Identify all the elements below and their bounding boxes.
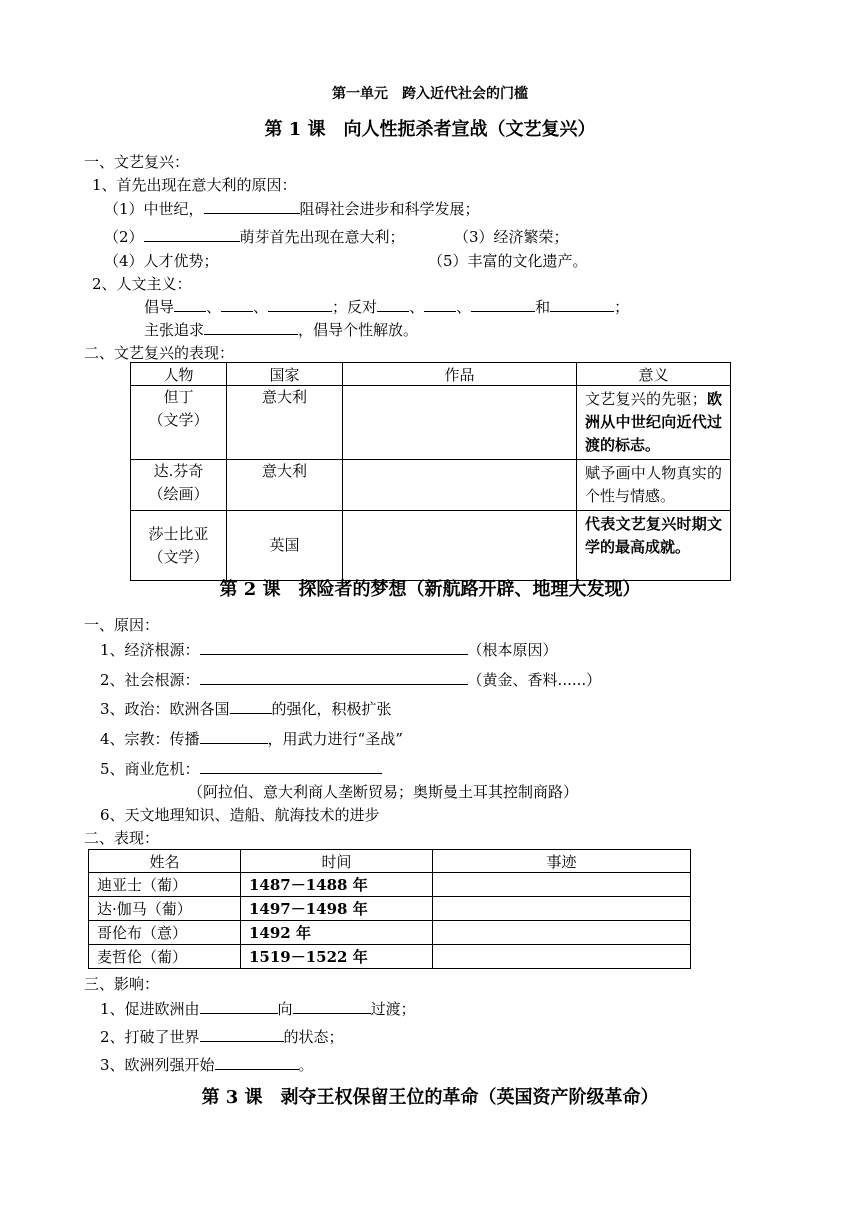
reason1-blank[interactable] xyxy=(204,199,300,214)
person-field: （文学） xyxy=(148,547,209,566)
lesson1-reason5: （5）丰富的文化遗产。 xyxy=(428,252,588,270)
cause-commercial-blank[interactable] xyxy=(200,759,382,774)
reason1-text-a: （1）中世纪， xyxy=(104,200,204,218)
pursue-label: 主张追求 xyxy=(144,321,205,339)
person-name: 莎士比亚 xyxy=(148,524,209,543)
advocate-blank-2[interactable] xyxy=(221,297,253,312)
col-header-meaning: 意义 xyxy=(577,363,731,386)
deed-cell[interactable] xyxy=(433,921,691,945)
impact-2 xyxy=(100,1027,344,1047)
cause-religious-label: 4、宗教：传播 xyxy=(100,730,200,748)
deed-cell[interactable] xyxy=(433,873,691,897)
cause-commercial-label: 5、商业危机： xyxy=(100,760,200,778)
explorer-name: 哥伦布（意） xyxy=(89,921,241,945)
explorer-name: 迪亚士（葡） xyxy=(89,873,241,897)
person-field: （文学） xyxy=(148,411,209,429)
meaning-cell xyxy=(577,511,731,581)
meaning-text-bold: 欧洲从中世纪向近代过渡的标志。 xyxy=(585,390,722,454)
table-row xyxy=(131,460,731,511)
oppose-blank-4[interactable] xyxy=(550,297,614,312)
col-header-person: 人物 xyxy=(131,363,227,386)
lesson1-reason1 xyxy=(104,199,480,219)
cause-social-label: 2、社会根源： xyxy=(100,671,200,689)
col-header-country: 国家 xyxy=(227,363,343,386)
impact-1 xyxy=(100,999,416,1019)
pursue-text: ，倡导个性解放。 xyxy=(298,321,419,339)
col-header-name: 姓名 xyxy=(89,850,241,873)
cause-commercial-note: （阿拉伯、意大利商人垄断贸易；奥斯曼土耳其控制商路） xyxy=(188,783,579,801)
impact-1-text-a: 1、促进欧洲由 xyxy=(100,1000,200,1018)
lesson2-section2-heading: 二、表现： xyxy=(84,829,160,847)
meaning-text-bold: 代表文艺复兴时期文学的最高成就。 xyxy=(585,515,722,556)
cause-economic-label: 1、经济根源： xyxy=(100,641,200,659)
advocate-label: 倡导 xyxy=(144,298,175,316)
impact-3 xyxy=(100,1055,314,1075)
lesson1-question2: 2、人文主义： xyxy=(92,275,192,293)
meaning-cell xyxy=(577,386,731,460)
impact-3-text-a: 3、欧洲列强开始 xyxy=(100,1056,215,1074)
renaissance-table xyxy=(130,362,731,581)
cause-social-note: （黄金、香料......） xyxy=(467,671,602,689)
table-header-row xyxy=(131,363,731,386)
lesson1-reason3: （3）经济繁荣； xyxy=(454,228,569,246)
impact-3-text-b: 。 xyxy=(298,1056,314,1074)
cause-religious-text: ，用武力进行“圣战” xyxy=(267,730,403,748)
impact-2-text-b: 的状态； xyxy=(283,1028,344,1046)
table-row xyxy=(89,945,691,969)
explorer-name: 达·伽马（葡） xyxy=(89,897,241,921)
cause-religious-blank[interactable] xyxy=(200,729,268,744)
lesson2-section1-heading: 一、原因： xyxy=(84,616,160,634)
col-header-time: 时间 xyxy=(241,850,433,873)
dun-sep: 、 xyxy=(206,298,222,316)
and-label: 和 xyxy=(535,298,551,316)
humanism-line1 xyxy=(144,297,629,317)
cause-economic xyxy=(100,640,558,660)
cause-technology: 6、天文地理知识、造船、航海技术的进步 xyxy=(100,806,380,824)
dun-sep: 、 xyxy=(409,298,425,316)
person-field: （绘画） xyxy=(148,485,209,503)
reason2-text-a: （2） xyxy=(104,228,144,246)
cause-economic-note: （根本原因） xyxy=(467,641,558,659)
advocate-blank-3[interactable] xyxy=(268,297,332,312)
lesson3-title: 第 3 课 剥夺王权保留王位的革命（英国资产阶级革命） xyxy=(201,1087,659,1108)
cause-political-text: 的强化，积极扩张 xyxy=(271,700,392,718)
cause-religious xyxy=(100,729,403,749)
deed-cell[interactable] xyxy=(433,945,691,969)
reason2-text-b: 萌芽首先出现在意大利； xyxy=(239,228,405,246)
pursue-blank[interactable] xyxy=(204,320,298,335)
lesson2-title: 第 2 课 探险者的梦想（新航路开辟、地理大发现） xyxy=(219,579,641,600)
voyage-time: 1519－1522 年 xyxy=(241,945,433,969)
table-row xyxy=(89,921,691,945)
meaning-text: 文艺复兴的先驱； xyxy=(585,390,707,408)
lesson1-title: 第 1 课 向人性扼杀者宣战（文艺复兴） xyxy=(264,119,596,140)
oppose-blank-1[interactable] xyxy=(377,297,409,312)
lesson1-question1: 1、首先出现在意大利的原因： xyxy=(92,176,297,194)
person-name: 达.芬奇 xyxy=(153,462,204,480)
cause-economic-blank[interactable] xyxy=(200,640,468,655)
cause-political-blank[interactable] xyxy=(230,699,272,714)
reason2-blank[interactable] xyxy=(144,227,240,242)
cause-political-label: 3、政治：欧洲各国 xyxy=(100,700,230,718)
impact-2-blank[interactable] xyxy=(200,1027,284,1042)
table-row xyxy=(131,386,731,460)
col-header-work: 作品 xyxy=(343,363,577,386)
table-row xyxy=(131,511,731,581)
unit-title: 第一单元 跨入近代社会的门槛 xyxy=(332,86,528,102)
impact-1-blank-1[interactable] xyxy=(200,999,278,1014)
work-cell[interactable] xyxy=(343,386,577,460)
cause-social-blank[interactable] xyxy=(200,670,468,685)
lesson1-section1-heading: 一、文艺复兴： xyxy=(84,153,190,171)
lesson1-section2-heading: 二、文艺复兴的表现： xyxy=(84,344,235,362)
oppose-label: ；反对 xyxy=(332,298,378,316)
impact-1-blank-2[interactable] xyxy=(293,999,371,1014)
person-cell xyxy=(131,386,227,460)
person-name: 但丁 xyxy=(163,388,194,406)
advocate-blank-1[interactable] xyxy=(174,297,206,312)
deed-cell[interactable] xyxy=(433,897,691,921)
exploration-table xyxy=(88,849,691,969)
meaning-cell xyxy=(577,460,731,511)
work-cell[interactable] xyxy=(343,460,577,511)
explorer-name: 麦哲伦（葡） xyxy=(89,945,241,969)
voyage-time: 1497－1498 年 xyxy=(241,897,433,921)
humanism-line2 xyxy=(144,320,418,340)
person-cell xyxy=(131,511,227,581)
dun-sep: 、 xyxy=(456,298,472,316)
voyage-time: 1487－1488 年 xyxy=(241,873,433,897)
table-row xyxy=(89,873,691,897)
impact-3-blank[interactable] xyxy=(215,1055,299,1070)
impact-1-text-c: 过渡； xyxy=(370,1000,416,1018)
table-header-row xyxy=(89,850,691,873)
lesson1-reason4: （4）人才优势； xyxy=(104,252,219,270)
cause-social xyxy=(100,670,601,690)
dun-sep: 、 xyxy=(253,298,269,316)
person-cell xyxy=(131,460,227,511)
impact-2-text-a: 2、打破了世界 xyxy=(100,1028,200,1046)
cause-political xyxy=(100,699,392,719)
meaning-text: 赋予画中人物真实的个性与情感。 xyxy=(585,464,722,505)
cause-commercial xyxy=(100,759,382,779)
country-cell: 意大利 xyxy=(227,386,343,460)
semicolon: ； xyxy=(614,298,630,316)
oppose-blank-3[interactable] xyxy=(471,297,535,312)
reason1-text-b: 阻碍社会进步和科学发展； xyxy=(299,200,480,218)
lesson1-reason2 xyxy=(104,227,405,247)
col-header-deed: 事迹 xyxy=(433,850,691,873)
oppose-blank-2[interactable] xyxy=(424,297,456,312)
country-cell: 意大利 xyxy=(227,460,343,511)
work-cell[interactable] xyxy=(343,511,577,581)
country-cell: 英国 xyxy=(227,511,343,581)
voyage-time: 1492 年 xyxy=(241,921,433,945)
table-row xyxy=(89,897,691,921)
impact-1-text-b: 向 xyxy=(277,1000,293,1018)
lesson2-section3-heading: 三、影响： xyxy=(84,975,160,993)
